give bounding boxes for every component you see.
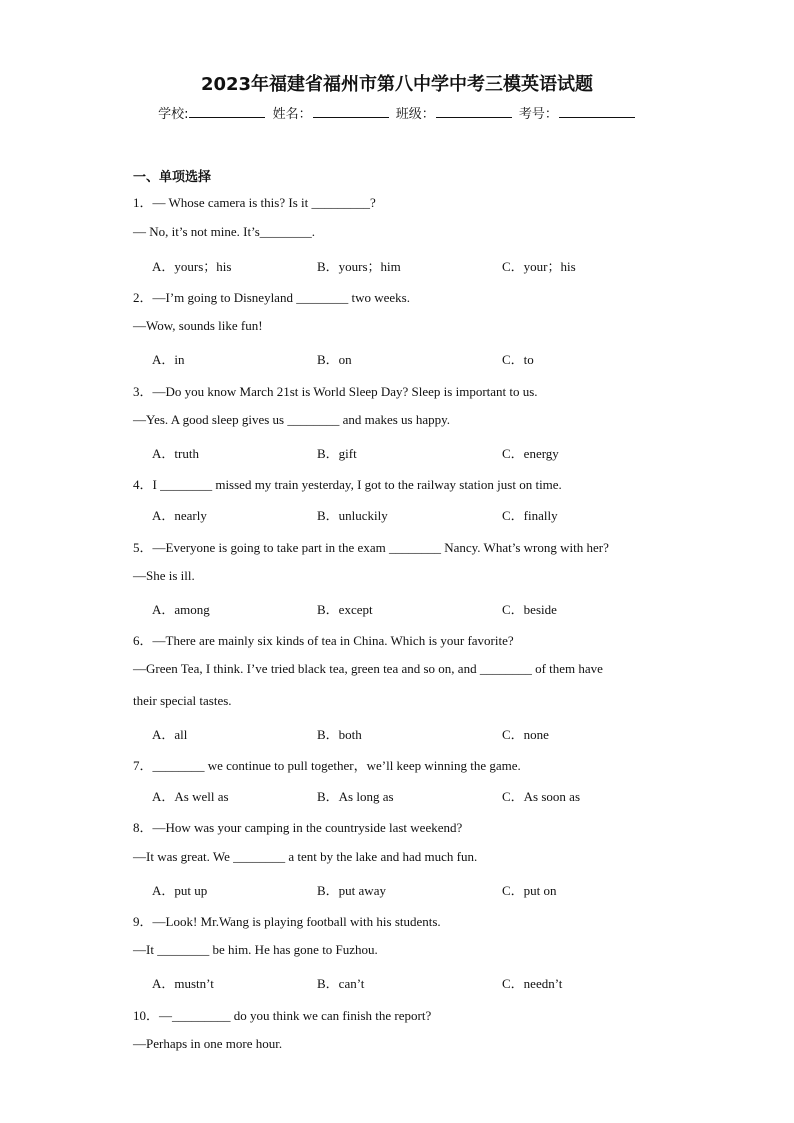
class-label: 班级： (395, 107, 435, 122)
school-label: 学校: (158, 107, 189, 122)
option-c[interactable]: C．to (502, 352, 534, 367)
question-line: 10．—_________ do you think we can finish the report? (133, 1008, 432, 1023)
option-c[interactable]: C．energy (502, 446, 559, 461)
option-c[interactable]: C．put on (502, 883, 557, 898)
question-line: —She is ill. (133, 568, 195, 583)
option-b[interactable]: B．put away (317, 883, 386, 898)
option-b[interactable]: B．on (317, 352, 352, 367)
question-line: their special tastes. (133, 693, 232, 708)
question-line: 7．________ we continue to pull together，we’ll keep winning the game. (133, 758, 521, 773)
question-line: —Yes. A good sleep gives us ________ and makes us happy. (133, 412, 451, 427)
name-blank[interactable] (313, 104, 389, 118)
number-label: 考号： (518, 107, 558, 122)
question-line: 1．— Whose camera is this? Is it _________? (133, 195, 376, 210)
section-heading: 一、单项选择 (133, 170, 212, 185)
question-line: —Perhaps in one more hour. (133, 1036, 283, 1051)
option-c[interactable]: C．needn’t (502, 976, 563, 991)
question-line: — No, it’s not mine. It’s________. (133, 224, 315, 239)
question-line: 4．I ________ missed my train yesterday, I got to the railway station just on time. (133, 477, 562, 492)
option-b[interactable]: B．gift (317, 446, 357, 461)
question-line: 9．—Look! Mr.Wang is playing football with his students. (133, 914, 441, 929)
question-line: 2．—I’m going to Disneyland ________ two weeks. (133, 290, 410, 305)
option-c[interactable]: C．none (502, 727, 549, 742)
option-a[interactable]: A．all (152, 727, 188, 742)
question-line: —It was great. We ________ a tent by the lake and had much fun. (133, 849, 478, 864)
option-c[interactable]: C．beside (502, 602, 557, 617)
option-c[interactable]: C．finally (502, 508, 558, 523)
option-a[interactable]: A．in (152, 352, 185, 367)
option-b[interactable]: B．unluckily (317, 508, 388, 523)
option-a[interactable]: A．put up (152, 883, 208, 898)
option-a[interactable]: A．among (152, 602, 210, 617)
student-info-row (0, 103, 794, 122)
option-a[interactable]: A．mustn’t (152, 976, 214, 991)
option-b[interactable]: B．except (317, 602, 373, 617)
question-line: —It ________ be him. He has gone to Fuzhou. (133, 942, 378, 957)
option-b[interactable]: B．yours；him (317, 259, 401, 274)
question-line: 3．—Do you know March 21st is World Sleep Day? Sleep is important to us. (133, 384, 538, 399)
number-blank[interactable] (559, 104, 635, 118)
question-line: —Green Tea, I think. I’ve tried black tea, green tea and so on, and ________ of them have (133, 661, 603, 676)
option-a[interactable]: A．yours；his (152, 259, 232, 274)
option-a[interactable]: A．truth (152, 446, 199, 461)
option-b[interactable]: B．As long as (317, 789, 394, 804)
school-blank[interactable] (189, 104, 265, 118)
option-c[interactable]: C．As soon as (502, 789, 581, 804)
name-label: 姓名： (272, 107, 312, 122)
question-line: 8．—How was your camping in the countryside last weekend? (133, 820, 463, 835)
option-b[interactable]: B．can’t (317, 976, 365, 991)
option-b[interactable]: B．both (317, 727, 362, 742)
option-a[interactable]: A．As well as (152, 789, 229, 804)
question-line: —Wow, sounds like fun! (133, 318, 263, 333)
exam-title: 2023年福建省福州市第八中学中考三模英语试题 (200, 74, 594, 95)
class-blank[interactable] (436, 104, 512, 118)
question-line: 6．—There are mainly six kinds of tea in China. Which is your favorite? (133, 633, 514, 648)
option-a[interactable]: A．nearly (152, 508, 207, 523)
option-c[interactable]: C．your；his (502, 259, 576, 274)
question-line: 5．—Everyone is going to take part in the exam ________ Nancy. What’s wrong with her? (133, 540, 609, 555)
